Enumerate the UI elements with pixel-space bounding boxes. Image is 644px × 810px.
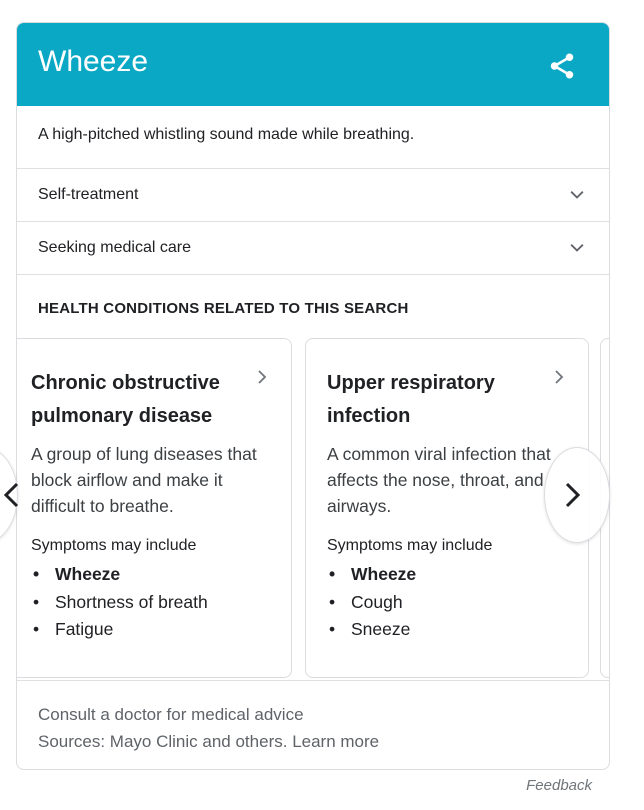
symptom-item: • Cough: [327, 589, 416, 617]
sources-text: Sources: Mayo Clinic and others.: [38, 732, 288, 751]
section-label: Self-treatment: [38, 186, 139, 203]
section-self-treatment[interactable]: [17, 168, 609, 222]
section-seeking-medical-care[interactable]: [17, 221, 609, 275]
condition-card-copd[interactable]: [17, 338, 292, 678]
symptoms-label: Symptoms may include: [31, 537, 197, 554]
card-header: [17, 23, 609, 106]
section-label: Seeking medical care: [38, 239, 191, 256]
divider: [17, 274, 609, 275]
sources-line: [38, 732, 379, 752]
health-card: [16, 22, 610, 770]
consult-note: Consult a doctor for medical advice: [38, 705, 304, 724]
related-heading: HEALTH CONDITIONS RELATED TO THIS SEARCH: [38, 300, 409, 317]
condition-description: A high-pitched whistling sound made while breathing.: [38, 126, 415, 143]
condition-description: A common viral infection that affects the nose, throat, and airways.: [327, 444, 551, 516]
symptoms-list: [31, 561, 208, 644]
condition-title: Upper respiratory infection: [327, 372, 495, 427]
chevron-right-icon: [552, 369, 566, 385]
conditions-carousel: [17, 338, 609, 680]
carousel-next-button[interactable]: [544, 447, 610, 543]
symptom-item: • Wheeze: [327, 561, 416, 589]
symptoms-label: Symptoms may include: [327, 537, 493, 554]
symptom-item: • Fatigue: [31, 616, 208, 644]
symptom-item: • Sneeze: [327, 616, 416, 644]
chevron-left-icon: [1, 481, 23, 509]
page-title: Wheeze: [38, 45, 149, 78]
feedback-link[interactable]: Feedback: [526, 777, 592, 794]
chevron-right-icon: [255, 369, 269, 385]
chevron-down-icon: [567, 238, 587, 258]
symptom-item: • Shortness of breath: [31, 589, 208, 617]
symptom-item: • Wheeze: [31, 561, 208, 589]
learn-more-link[interactable]: Learn more: [292, 732, 380, 751]
chevron-down-icon: [567, 185, 587, 205]
symptoms-list: [327, 561, 416, 644]
condition-description: A group of lung diseases that block airflow and make it difficult to breathe.: [31, 444, 257, 516]
divider: [17, 680, 609, 681]
condition-title: Chronic obstructive pulmonary disease: [31, 372, 220, 427]
share-icon[interactable]: [547, 51, 577, 81]
chevron-right-icon: [561, 481, 583, 509]
